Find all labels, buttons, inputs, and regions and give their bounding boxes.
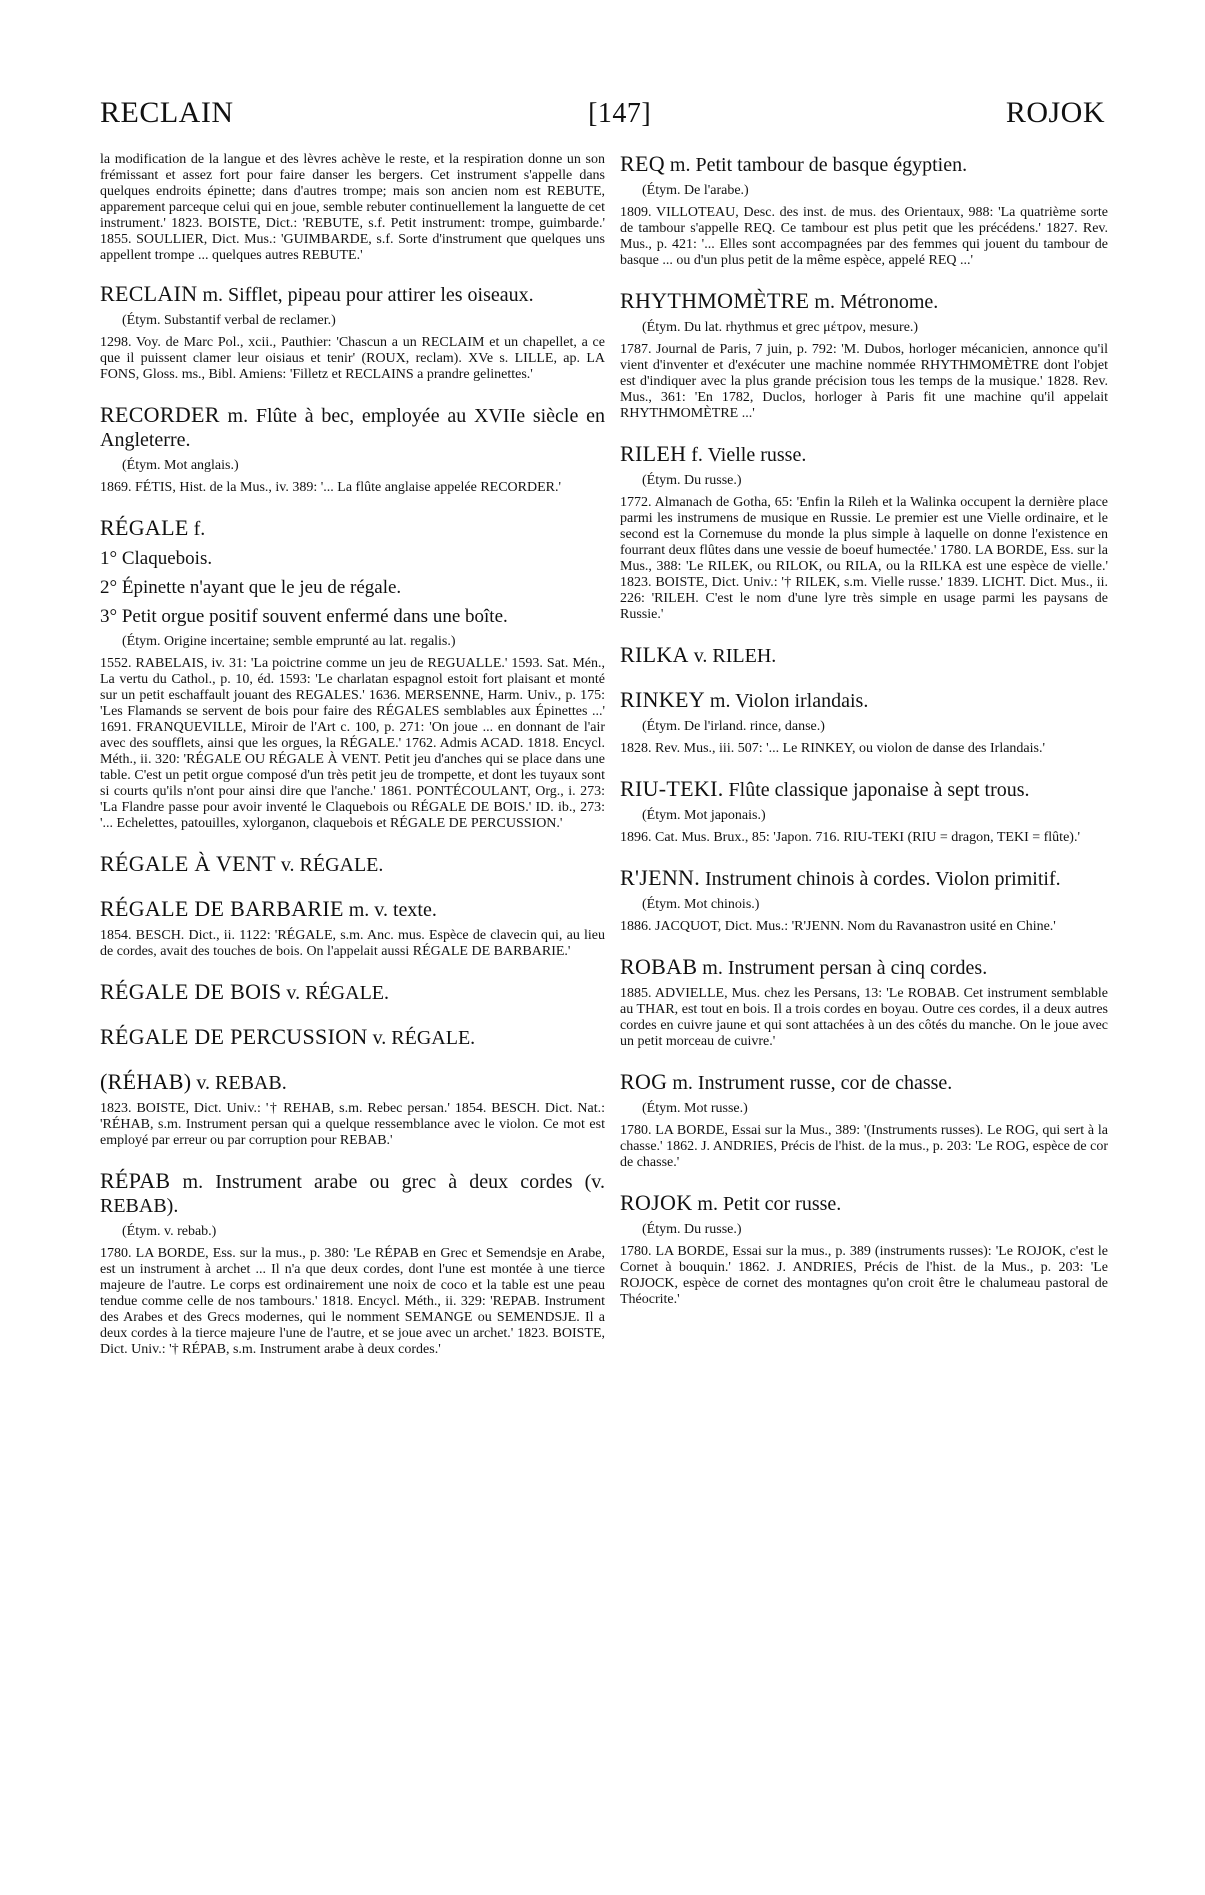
headword: REQ xyxy=(620,151,665,176)
etymology: (Étym. De l'irland. rince, danse.) xyxy=(642,719,825,734)
etymology: (Étym. Mot anglais.) xyxy=(122,458,239,473)
headword-line xyxy=(620,289,1108,314)
page-number: [147] xyxy=(588,98,652,129)
running-head-right: ROJOK xyxy=(1005,96,1105,129)
citations: 1780. LA BORDE, Essai sur la mus., p. 389 (instruments russes): 'Le ROJOK, c'est le Cornet à bouquin.' 1862. J. ANDRIES, Précis de l'hist. de la Mus., p. 203: 'Le ROJOCK, espèce de cornet des montagnes qu'on croit être le chalumeau pastoral de Théocrite.' xyxy=(620,1244,1108,1307)
sense: 3° Petit orgue positif souvent enfermé dans une boîte. xyxy=(100,606,508,627)
etymology: (Étym. Origine incertaine; semble emprunté au lat. regalis.) xyxy=(122,634,456,649)
etymology: (Étym. Mot japonais.) xyxy=(642,808,766,823)
entry-regale-de-percussion xyxy=(100,1025,605,1050)
entry-riu-teki xyxy=(620,777,1108,846)
definition: m. Flûte à bec, employée au XVIIe siècle en Angleterre. xyxy=(100,405,605,451)
entry-reclain xyxy=(100,282,605,383)
headword: RÉGALE À VENT xyxy=(100,851,276,876)
entry-regale xyxy=(100,516,605,832)
headword: RILEH xyxy=(620,441,687,466)
definition: v. RÉGALE. xyxy=(372,1027,476,1049)
etymology: (Étym. Mot russe.) xyxy=(642,1101,748,1116)
headword-line xyxy=(620,152,1108,177)
headword: RÉGALE DE BARBARIE xyxy=(100,896,344,921)
headword-line xyxy=(620,955,1108,980)
definition: m. Métronome. xyxy=(814,291,939,313)
etymology: (Étym. Du russe.) xyxy=(642,1222,742,1237)
citations: 1780. LA BORDE, Essai sur la Mus., 389: '(Instruments russes). Le ROG, qui sert à la chasse.' 1862. J. ANDRIES, Précis de l'hist. de la mus., p. 203: 'Le ROG, espèce de cor de chasse.' xyxy=(620,1123,1108,1170)
etymology: (Étym. v. rebab.) xyxy=(122,1224,217,1239)
definition: Instrument chinois à cordes. Violon primitif. xyxy=(705,868,1061,890)
definition: v. RÉGALE. xyxy=(286,982,389,1004)
headword: RÉGALE xyxy=(100,515,189,540)
headword-line xyxy=(620,1191,1108,1216)
definition: m. Petit cor russe. xyxy=(697,1193,842,1215)
headword: (RÉHAB) xyxy=(100,1069,192,1094)
headword: RÉGALE DE PERCUSSION xyxy=(100,1024,368,1049)
etymology: (Étym. Du russe.) xyxy=(642,473,742,488)
headword-line xyxy=(100,516,605,541)
continued-text: la modification de la langue et des lèvres achève le reste, et la respiration donne un son frémissant et assez fort pour faire danser les bergers. Cet instrument s'appelle dans quelques endroits épinette; dans d'autres trompe; mais son ancien nom est REBUTE, apparement parceque celui qui en joue, semble rebuter continuellement la languette de cet instrument.' 1823. BOISTE, Dict.: 'REBUTE, s.f. Petit instrument: trompe, guimbarde.' 1855. SOULLIER, Dict. Mus.: 'GUIMBARDE, s.f. Sorte d'instrument que quelques uns appellent trompe ... quelques autres REBUTE.' xyxy=(100,152,605,263)
headword-line xyxy=(620,688,1108,713)
headword: ROJOK xyxy=(620,1190,693,1215)
entry-rinkey xyxy=(620,688,1108,757)
headword: RÉGALE DE BOIS xyxy=(100,979,282,1004)
entry-rehab xyxy=(100,1070,605,1149)
entry-regale-a-vent xyxy=(100,852,605,877)
definition: v. RÉGALE. xyxy=(280,854,384,876)
headword-line xyxy=(100,1025,605,1050)
headword: RINKEY xyxy=(620,687,705,712)
running-head xyxy=(100,96,1105,130)
headword: RIU-TEKI. xyxy=(620,776,724,801)
entry-rhythmometre xyxy=(620,289,1108,422)
definition: m. Instrument arabe ou grec à deux cordes (v. REBAB). xyxy=(100,1171,605,1217)
entry-rileh xyxy=(620,442,1108,623)
definition: m. Petit tambour de basque égyptien. xyxy=(669,154,968,176)
etymology: (Étym. Du lat. rhythmus et grec μέτρον, mesure.) xyxy=(642,320,919,335)
headword: RILKA xyxy=(620,642,689,667)
definition: f. xyxy=(193,518,206,540)
entry-recorder xyxy=(100,403,605,496)
citations: 1780. LA BORDE, Ess. sur la mus., p. 380: 'Le RÉPAB en Grec et Semendsje en Arabe, est un instrument à archet ... Il n'a que deux cordes, dont l'une est montée à une tierce majeure de l'autre. Le corps est ordinairement une noix de coco et la table est une peau tendue comme celle de nos tambours.' 1818. Encycl. Méth., ii. 329: 'REPAB. Instrument des Arabes et des Grecs modernes, qui le nomment SEMANGE ou SEMENDSJE. Il a deux cordes à la tierce majeure l'une de l'autre, et se joue avec un archet.' 1823. BOISTE, Dict. Univ.: '† RÉPAB, s.m. Instrument arabe à deux cordes.' xyxy=(100,1246,605,1357)
headword: RÉPAB xyxy=(100,1168,171,1193)
headword-line xyxy=(620,777,1108,802)
definition: m. v. texte. xyxy=(348,899,437,921)
running-head-left: RECLAIN xyxy=(100,96,234,129)
citations: 1885. ADVIELLE, Mus. chez les Persans, 13: 'Le ROBAB. Cet instrument semblable au THAR, est tout en bois. Il a trois cordes en boyau. Outre ces cordes, il a deux autres cordes en cuivre jaune et qui sont attachées à un des côtés du manche. On le joue avec un petit morceau de cuivre.' xyxy=(620,986,1108,1049)
definition: Flûte classique japonaise à sept trous. xyxy=(728,779,1030,801)
headword-line xyxy=(620,442,1108,467)
entry-rilka xyxy=(620,643,1108,668)
citations: 1772. Almanach de Gotha, 65: 'Enfin la Rileh et la Walinka occupent la dernière place parmi les instrumens de musique en Russie. Le premier est une Vielle ordinaire, et le second est la Cornemuse du monde la plus simple à laquelle on donne l'existence en fourrant deux flûtes dans une vessie de boeuf humectée.' 1780. LA BORDE, Ess. sur la Mus., 388: 'Le RILEK, ou RILOK, ou RILA, ou la RILKA est une espèce de vielle.' 1823. BOISTE, Dict. Univ.: '† RILEK, s.m. Vielle russe.' 1839. LICHT. Dict. Mus., ii. 226: 'RILEH. C'est le nom d'une lyre très simple en usage parmi les paysans de Russie.' xyxy=(620,495,1108,622)
citations: 1809. VILLOTEAU, Desc. des inst. de mus. des Orientaux, 988: 'La quatrième sorte de tambour s'appelle REQ. Ce tambour est plus petit que les précédens.' 1827. Rev. Mus., p. 421: '... Elles sont accompagnées par des femmes qui jouent du tambour de basque ... ou d'un plus petit de la même espèce, appelé REQ ...' xyxy=(620,205,1108,268)
headword-line xyxy=(100,1070,605,1095)
entry-repab xyxy=(100,1169,605,1358)
citations: 1869. FÉTIS, Hist. de la Mus., iv. 389: '... La flûte anglaise appelée RECORDER.' xyxy=(100,480,562,495)
headword-line xyxy=(620,1070,1108,1095)
etymology: (Étym. Mot chinois.) xyxy=(642,897,760,912)
citations: 1787. Journal de Paris, 7 juin, p. 792: 'M. Dubos, horloger mécanicien, annonce qu'il vient d'inventer et d'exécuter une machine nommée RHYTHMOMÈTRE dont l'objet est d'indiquer avec la plus grande précision tous les temps de la musique.' 1828. Rev. Mus., 361: 'En 1782, Duclos, horloger à Paris fit une machine qu'il appelait RHYTHMOMÈTRE ...' xyxy=(620,342,1108,421)
citations: 1854. BESCH. Dict., ii. 1122: 'RÉGALE, s.m. Anc. mus. Espèce de clavecin qui, au lieu de cordes, avait des touches de bois. On l'appelait aussi RÉGALE DE BARBARIE.' xyxy=(100,928,605,959)
definition: m. Instrument persan à cinq cordes. xyxy=(702,957,988,979)
entry-r-jenn xyxy=(620,866,1108,935)
headword-line xyxy=(620,643,1108,668)
headword-line xyxy=(100,852,605,877)
headword-line xyxy=(100,1169,605,1218)
citations: 1886. JACQUOT, Dict. Mus.: 'R'JENN. Nom du Ravanastron usité en Chine.' xyxy=(620,919,1056,934)
headword-line xyxy=(100,403,605,452)
headword-line xyxy=(100,282,605,307)
entry-regale-de-barbarie xyxy=(100,897,605,960)
entry-rojok xyxy=(620,1191,1108,1308)
citations: 1552. RABELAIS, iv. 31: 'La poictrine comme un jeu de REGUALLE.' 1593. Sat. Mén., La vertu du Cathol., p. 10, éd. 1593: 'Le charlatan espagnol estoit fort plaisant et monté sur un petit eschaffault jouant des REGALES.' 1636. MERSENNE, Harm. Univ., p. 175: 'Les Flamands se servent de bois pour faire des RÉGALES semblables aux Épinettes ...' 1691. FRANQUEVILLE, Miroir de l'Art c. 100, p. 271: 'On joue ... en donnant de l'air avec des soufflets, ainsi que les orgues, la RÉGALE.' 1762. Admis ACAD. 1818. Encycl. Méth., ii. 320: 'RÉGALE OU RÉGALE À VENT. Petit jeu d'anches qui se place dans une table. C'est un petit orgue composé d'un très petit jeu de trompette, et dont les tuyaux sont si courts qu'ils n'ont pour ainsi dire que l'anche.' 1861. PONTÉCOULANT, Org., i. 273: 'La Flandre passe pour avoir inventé le Claquebois ou RÉGALE DE BOIS.' ID. ib., 273: '... Echelettes, patouilles, xylorganon, claquebois et RÉGALE DE PERCUSSION.' xyxy=(100,656,605,831)
sense: 1° Claquebois. xyxy=(100,548,213,569)
citations: 1298. Voy. de Marc Pol., xcii., Pauthier: 'Chascun a un RECLAIM et un chapellet, a ce que il puissent clamer leur oisiaus et tenir' (ROUX, reclam). XVe s. LILLE, ap. LA FONS, Gloss. ms., Bibl. Amiens: 'Filletz et RECLAINS a prandre gelinettes.' xyxy=(100,335,605,382)
definition: v. REBAB. xyxy=(196,1072,287,1094)
headword-line xyxy=(100,897,605,922)
headword: ROG xyxy=(620,1069,668,1094)
definition: f. Vielle russe. xyxy=(691,444,807,466)
left-column xyxy=(100,152,605,1378)
definition: m. Instrument russe, cor de chasse. xyxy=(672,1072,953,1094)
citations: 1823. BOISTE, Dict. Univ.: '† REHAB, s.m. Rebec persan.' 1854. BESCH. Dict. Nat.: 'RÉHAB, s.m. Instrument persan qui a quelque ressemblance avec le violon. Ce mot est employé par erreur ou par corruption pour REBAB.' xyxy=(100,1101,605,1148)
etymology: (Étym. Substantif verbal de reclamer.) xyxy=(122,313,336,328)
headword: RECORDER xyxy=(100,402,220,427)
citations: 1828. Rev. Mus., iii. 507: '... Le RINKEY, ou violon de danse des Irlandais.' xyxy=(620,741,1045,756)
etymology: (Étym. De l'arabe.) xyxy=(642,183,749,198)
entry-rog xyxy=(620,1070,1108,1171)
headword-line xyxy=(100,980,605,1005)
headword-line xyxy=(620,866,1108,891)
sense: 2° Épinette n'ayant que le jeu de régale. xyxy=(100,577,402,598)
definition: m. Sifflet, pipeau pour attirer les oiseaux. xyxy=(202,284,534,306)
right-column xyxy=(620,152,1108,1328)
headword: ROBAB xyxy=(620,954,698,979)
definition: m. Violon irlandais. xyxy=(709,690,869,712)
headword: RHYTHMOMÈTRE xyxy=(620,288,810,313)
definition: v. RILEH. xyxy=(693,645,777,667)
headword: RECLAIN xyxy=(100,281,198,306)
entry-robab xyxy=(620,955,1108,1050)
entry-req xyxy=(620,152,1108,269)
citations: 1896. Cat. Mus. Brux., 85: 'Japon. 716. RIU-TEKI (RIU = dragon, TEKI = flûte).' xyxy=(620,830,1080,845)
entry-regale-de-bois xyxy=(100,980,605,1005)
headword: R'JENN. xyxy=(620,865,701,890)
